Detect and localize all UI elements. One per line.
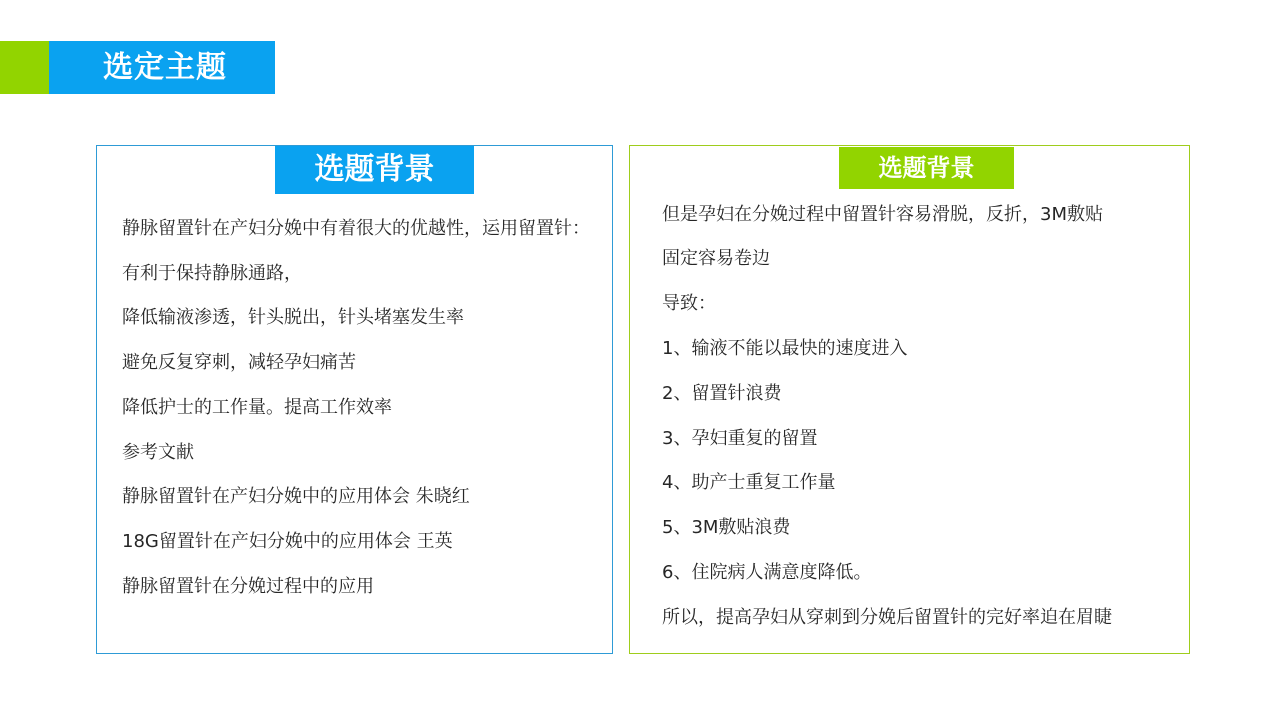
left-line: 降低输液渗透，针头脱出，针头堵塞发生率 xyxy=(122,307,464,328)
left-line: 静脉留置针在产妇分娩中的应用体会 朱晓红 xyxy=(122,486,470,507)
right-panel xyxy=(629,145,1190,654)
right-line: 2、留置针浪费 xyxy=(662,383,782,404)
left-panel xyxy=(96,145,613,654)
right-line: 5、3M敷贴浪费 xyxy=(662,517,791,538)
left-panel-badge: 选题背景 xyxy=(275,146,474,194)
left-line: 参考文献 xyxy=(122,442,194,463)
right-line: 导致： xyxy=(662,293,716,314)
right-line: 3、孕妇重复的留置 xyxy=(662,428,818,449)
title-accent-bar xyxy=(0,41,49,94)
right-line: 所以，提高孕妇从穿刺到分娩后留置针的完好率迫在眉睫 xyxy=(662,607,1112,628)
left-line: 静脉留置针在分娩过程中的应用 xyxy=(122,576,374,597)
left-line: 18G留置针在产妇分娩中的应用体会 王英 xyxy=(122,531,453,552)
page-title: 选定主题 xyxy=(103,50,227,85)
left-line: 避免反复穿刺，减轻孕妇痛苦 xyxy=(122,352,356,373)
left-line: 降低护士的工作量。提高工作效率 xyxy=(122,397,392,418)
right-line: 4、助产士重复工作量 xyxy=(662,472,836,493)
left-line: 静脉留置针在产妇分娩中有着很大的优越性，运用留置针： xyxy=(122,218,590,239)
right-line: 6、住院病人满意度降低。 xyxy=(662,562,872,583)
right-line: 但是孕妇在分娩过程中留置针容易滑脱，反折，3M敷贴 xyxy=(662,204,1103,225)
left-line: 有利于保持静脉通路， xyxy=(122,263,302,284)
right-line: 1、输液不能以最快的速度进入 xyxy=(662,338,908,359)
right-panel-badge: 选题背景 xyxy=(839,147,1014,189)
right-line: 固定容易卷边 xyxy=(662,248,770,269)
